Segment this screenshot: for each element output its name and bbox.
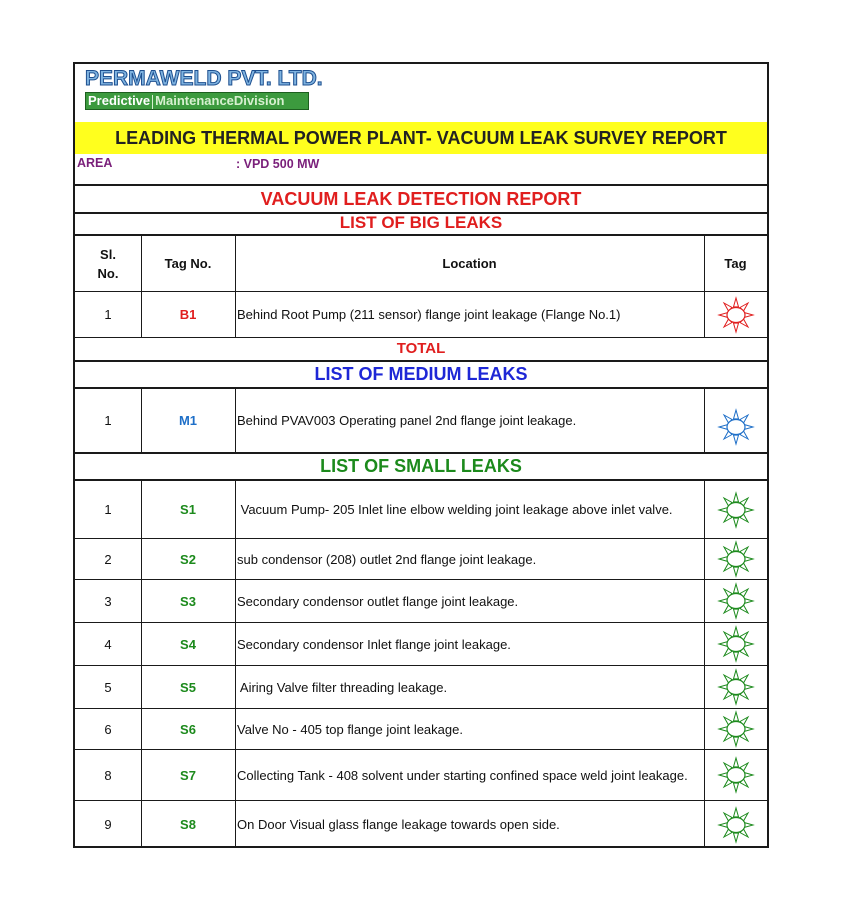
medium-row-tag-icon bbox=[704, 389, 767, 451]
medium-row-sl: 1 bbox=[104, 412, 112, 428]
total-label: TOTAL bbox=[396, 340, 446, 357]
small-row-tag: S5 bbox=[180, 679, 196, 695]
small-row-tag-icon bbox=[704, 801, 767, 848]
small-row-location: Secondary condensor outlet flange joint leakage. bbox=[237, 593, 519, 609]
col-sl-header bbox=[75, 236, 141, 291]
small-row-tag-icon bbox=[704, 709, 767, 749]
small-row-location: Collecting Tank - 408 solvent under starting confined space weld joint leakage. bbox=[237, 767, 688, 783]
small-row-sl: 1 bbox=[104, 502, 112, 517]
small-row-tag-icon bbox=[704, 481, 767, 538]
report-sheet bbox=[73, 62, 769, 848]
small-row-sl: 6 bbox=[104, 721, 112, 737]
big-row-tag: B1 bbox=[179, 307, 197, 322]
leak-star-icon-blue bbox=[716, 408, 756, 446]
company-logo bbox=[85, 67, 323, 113]
division-part2: MaintenanceDivision bbox=[155, 93, 285, 108]
medium-row-location: Behind PVAV003 Operating panel 2nd flange joint leakage. bbox=[237, 412, 577, 428]
small-row-sl: 2 bbox=[104, 551, 112, 567]
small-row-tag: S6 bbox=[180, 721, 196, 737]
division-part1: Predictive bbox=[88, 93, 151, 108]
division-bar bbox=[85, 92, 309, 110]
big-row-location: Behind Root Pump (211 sensor) flange joint leakage (Flange No.1) bbox=[237, 307, 621, 322]
leak-star-icon-green bbox=[716, 625, 756, 663]
small-row-tag: S4 bbox=[180, 636, 196, 652]
small-row-location: On Door Visual glass flange leakage towards open side. bbox=[237, 817, 560, 832]
leak-star-icon-green bbox=[716, 806, 756, 844]
medium-row-tag: M1 bbox=[178, 412, 198, 428]
col-tagno-header: Tag No. bbox=[164, 256, 212, 271]
col-tag-header: Tag bbox=[724, 256, 747, 271]
small-row-tag: S8 bbox=[180, 817, 196, 832]
small-row-sl: 8 bbox=[104, 767, 112, 783]
small-row-location: sub condensor (208) outlet 2nd flange joint leakage. bbox=[237, 551, 537, 567]
small-row-location: Valve No - 405 top flange joint leakage. bbox=[237, 721, 463, 737]
main-heading: VACUUM LEAK DETECTION REPORT bbox=[260, 189, 582, 209]
leak-star-icon-green bbox=[716, 668, 756, 706]
small-row-tag-icon bbox=[704, 623, 767, 665]
area-label: AREA bbox=[77, 156, 113, 170]
medium-leaks-heading: LIST OF MEDIUM LEAKS bbox=[314, 364, 528, 384]
small-row-tag: S3 bbox=[180, 593, 196, 609]
small-row-sl: 3 bbox=[104, 593, 112, 609]
small-leaks-heading: LIST OF SMALL LEAKS bbox=[320, 456, 522, 476]
small-row-location: Airing Valve filter threading leakage. bbox=[237, 679, 448, 695]
leak-star-icon-red bbox=[716, 296, 756, 334]
small-row-sl: 9 bbox=[104, 817, 112, 832]
small-row-tag-icon bbox=[704, 750, 767, 800]
small-row-tag-icon bbox=[704, 666, 767, 708]
small-row-tag: S7 bbox=[180, 767, 196, 783]
leak-star-icon-green bbox=[716, 710, 756, 748]
company-name: PERMAWELD PVT. LTD. bbox=[85, 67, 323, 90]
small-row-tag-icon bbox=[704, 539, 767, 579]
small-row-tag: S1 bbox=[180, 502, 196, 517]
col-sl-line1: Sl. bbox=[100, 246, 116, 262]
small-row-sl: 4 bbox=[104, 636, 112, 652]
small-row-location: Vacuum Pump- 205 Inlet line elbow welding joint leakage above inlet valve. bbox=[237, 502, 673, 517]
leak-star-icon-green bbox=[716, 756, 756, 794]
leak-star-icon-green bbox=[716, 540, 756, 578]
small-row-tag: S2 bbox=[180, 551, 196, 567]
leak-star-icon-green bbox=[716, 491, 756, 529]
big-row-tag-icon bbox=[704, 292, 767, 337]
big-row-sl: 1 bbox=[104, 307, 112, 322]
col-sl-line2: No. bbox=[97, 265, 119, 281]
big-leaks-heading: LIST OF BIG LEAKS bbox=[339, 213, 503, 232]
small-row-tag-icon bbox=[704, 580, 767, 622]
col-location-header: Location bbox=[442, 256, 497, 271]
report-title: LEADING THERMAL POWER PLANT- VACUUM LEAK SURVEY REPORT bbox=[75, 122, 767, 154]
small-row-location: Secondary condensor Inlet flange joint leakage. bbox=[237, 636, 511, 652]
area-value: : VPD 500 MW bbox=[236, 157, 320, 171]
small-row-sl: 5 bbox=[104, 679, 112, 695]
leak-star-icon-green bbox=[716, 582, 756, 620]
